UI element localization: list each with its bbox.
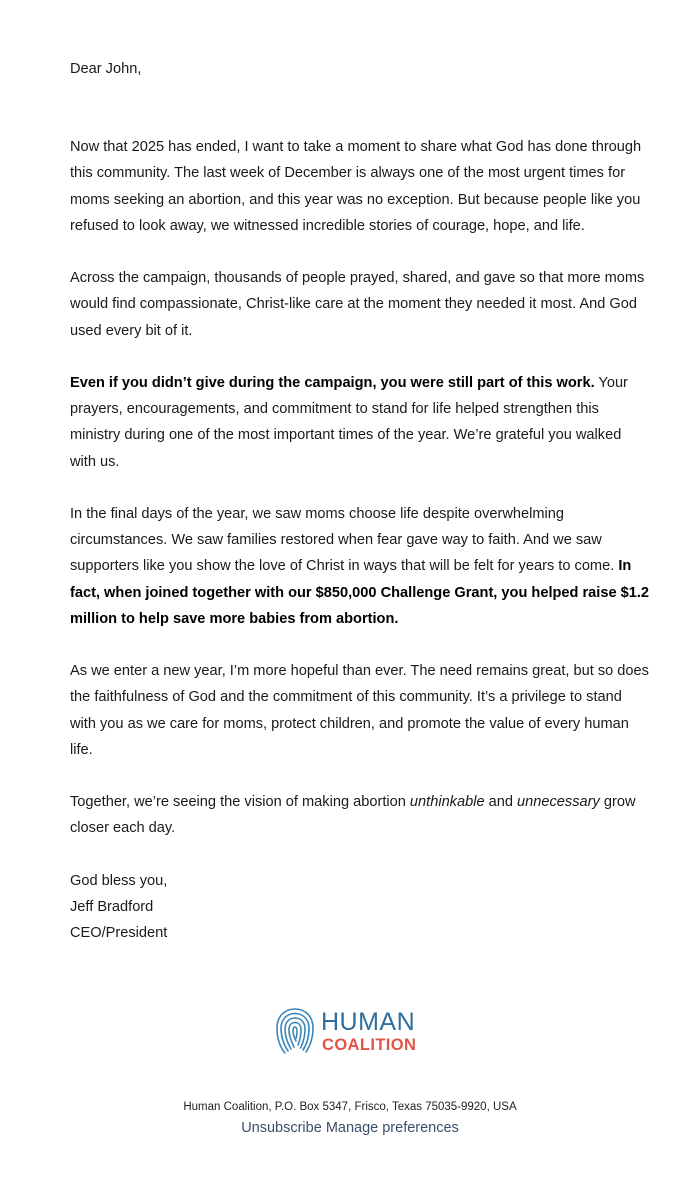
vision-text-b: and xyxy=(484,794,518,811)
paragraph-still-part-rest: Your prayers, encouragements, and commitment to stand for life helped strengthen this ministry during one of the most important times of the year. We’re grateful you walked with us. xyxy=(70,375,628,470)
vision-text-c: grow closer each day. xyxy=(70,794,636,837)
paragraph-new-year: As we enter a new year, I’m more hopeful than ever. The need remains great, but so does the faithfulness of God and the commitment of this community. It’s a privilege to stand with you as we care for moms, protect children, and promote the value of every human life. xyxy=(70,663,649,758)
footer-links xyxy=(0,1120,700,1136)
vision-text-a: Together, we’re seeing the vision of making abortion xyxy=(70,794,410,811)
vision-emphasis-unthinkable: unthinkable xyxy=(409,794,485,811)
fingerprint-icon xyxy=(274,1005,316,1057)
paragraph-vision xyxy=(70,789,650,841)
signature-block xyxy=(70,868,650,947)
paragraph-final-days-text: In the final days of the year, we saw moms choose life despite overwhelming circumstances. We saw families restored when fear gave way to faith. And we saw supporters like you show the love of Christ in ways that will be felt for years to come. xyxy=(70,506,619,575)
challenge-grant-highlight: In fact, when joined together with our $850,000 Challenge Grant, you helped raise $1.2 million to help save more babies from abortion. xyxy=(70,558,650,627)
unsubscribe-link[interactable]: Unsubscribe xyxy=(241,1120,322,1136)
closing: God bless you, xyxy=(70,872,168,889)
signer-title: CEO/President xyxy=(70,925,168,942)
paragraph-still-part xyxy=(70,370,650,475)
paragraph-campaign: Across the campaign, thousands of people prayed, shared, and gave so that more moms would find compassionate, Christ-like care at the moment they needed it most. And God used every bit of it. xyxy=(70,270,645,339)
human-coalition-logo xyxy=(274,1005,434,1059)
greeting: Dear John, xyxy=(70,61,142,77)
paragraph-intro: Now that 2025 has ended, I want to take a moment to share what God has done through this community. The last week of December is always one of the most urgent times for moms seeking an abortion, and this year was no exception. But because people like you refused to look away, we witnessed incredible stories of courage, hope, and life. xyxy=(70,139,642,234)
signer-name: Jeff Bradford xyxy=(70,899,154,915)
vision-emphasis-unnecessary: unnecessary xyxy=(517,794,600,811)
paragraph-still-part-bold: Even if you didn’t give during the campaign, you were still part of this work. xyxy=(70,375,595,391)
footer-address: Human Coalition, P.O. Box 5347, Frisco, Texas 75035-9920, USA xyxy=(183,1101,517,1113)
logo-word-coalition: COALITION xyxy=(322,1036,417,1054)
paragraph-final-days xyxy=(70,501,650,632)
manage-preferences-link[interactable]: Manage preferences xyxy=(325,1120,459,1136)
letter-body xyxy=(70,56,650,946)
logo-word-human: HUMAN xyxy=(321,1008,416,1036)
